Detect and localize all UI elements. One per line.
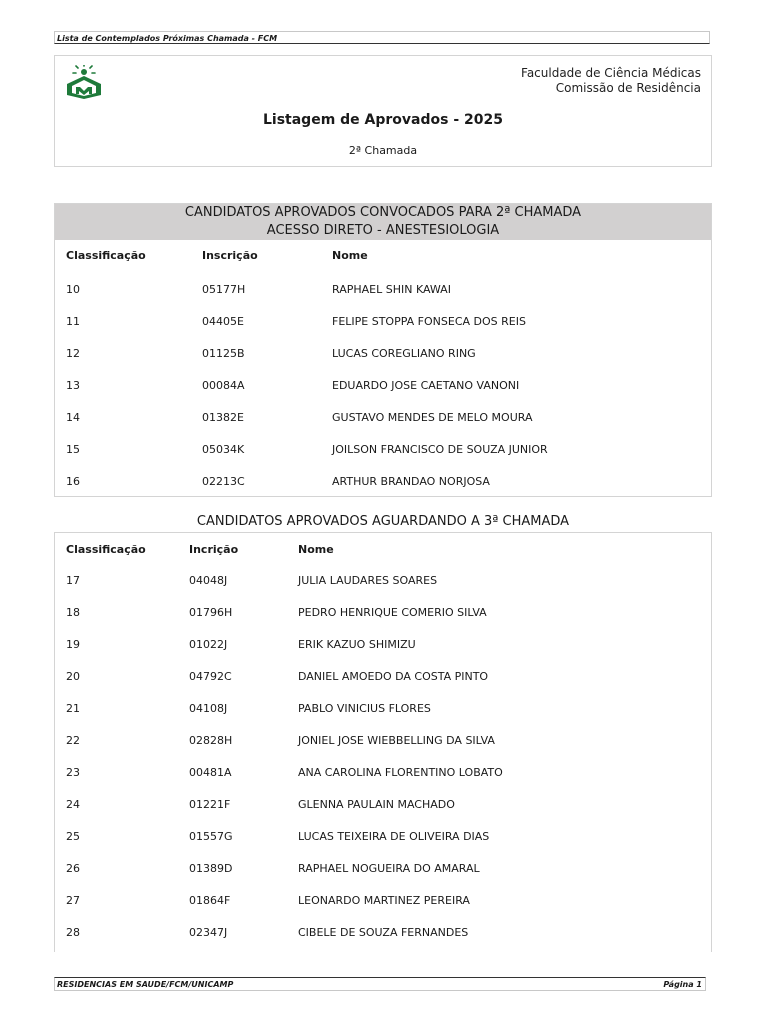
section-aguardando bbox=[54, 532, 712, 952]
classification-cell: 22 bbox=[66, 734, 80, 747]
name-cell: CIBELE DE SOUZA FERNANDES bbox=[298, 926, 469, 939]
column-header: Classificação bbox=[66, 249, 146, 262]
name-cell: RAPHAEL NOGUEIRA DO AMARAL bbox=[298, 862, 480, 875]
table-row bbox=[55, 282, 711, 314]
name-cell: FELIPE STOPPA FONSECA DOS REIS bbox=[332, 315, 526, 328]
classification-cell: 28 bbox=[66, 926, 80, 939]
table-row bbox=[55, 797, 711, 829]
column-header: Inscrição bbox=[202, 249, 258, 262]
registration-cell: 02213C bbox=[202, 475, 245, 488]
classification-cell: 18 bbox=[66, 606, 80, 619]
classification-cell: 15 bbox=[66, 443, 80, 456]
table-header-row bbox=[55, 533, 711, 573]
table-row bbox=[55, 314, 711, 346]
name-cell: RAPHAEL SHIN KAWAI bbox=[332, 283, 451, 296]
document-top-bar bbox=[54, 31, 710, 44]
table-row bbox=[55, 701, 711, 733]
name-cell: JONIEL JOSE WIEBBELLING DA SILVA bbox=[298, 734, 495, 747]
registration-cell: 04108J bbox=[189, 702, 228, 715]
document-top-bar-text: Lista de Contemplados Próximas Chamada - FCM bbox=[57, 34, 278, 43]
classification-cell: 27 bbox=[66, 894, 80, 907]
name-cell: LEONARDO MARTINEZ PEREIRA bbox=[298, 894, 470, 907]
table-row bbox=[55, 637, 711, 669]
registration-cell: 02828H bbox=[189, 734, 233, 747]
name-cell: PABLO VINICIUS FLORES bbox=[298, 702, 431, 715]
column-header: Nome bbox=[298, 543, 334, 556]
page-number: Página 1 bbox=[663, 980, 702, 989]
name-cell: DANIEL AMOEDO DA COSTA PINTO bbox=[298, 670, 489, 683]
document-title: Listagem de Aprovados - 2025 bbox=[262, 112, 503, 128]
table-row bbox=[55, 765, 711, 797]
registration-cell: 00084A bbox=[202, 379, 245, 392]
registration-cell: 04048J bbox=[189, 574, 228, 587]
institution-name: Faculdade de Ciência Médicas bbox=[521, 66, 701, 80]
name-cell: EDUARDO JOSE CAETANO VANONI bbox=[332, 379, 520, 392]
registration-cell: 04405E bbox=[202, 315, 244, 328]
table-row bbox=[55, 346, 711, 378]
classification-cell: 11 bbox=[66, 315, 80, 328]
registration-cell: 01864F bbox=[189, 894, 231, 907]
registration-cell: 01557G bbox=[189, 830, 233, 843]
name-cell: PEDRO HENRIQUE COMERIO SILVA bbox=[298, 606, 487, 619]
table-row bbox=[55, 573, 711, 605]
document-subtitle: 2ª Chamada bbox=[348, 144, 418, 157]
table-row bbox=[55, 893, 711, 925]
classification-cell: 24 bbox=[66, 798, 80, 811]
classification-cell: 12 bbox=[66, 347, 80, 360]
registration-cell: 01389D bbox=[189, 862, 233, 875]
table-row bbox=[55, 442, 711, 474]
classification-cell: 20 bbox=[66, 670, 80, 683]
registration-cell: 00481A bbox=[189, 766, 232, 779]
section-aguardando-table bbox=[55, 533, 711, 957]
table-row bbox=[55, 410, 711, 442]
column-header: Classificação bbox=[66, 543, 146, 556]
table-header-row bbox=[55, 240, 711, 282]
registration-cell: 02347J bbox=[189, 926, 228, 939]
classification-cell: 25 bbox=[66, 830, 80, 843]
table-row bbox=[55, 669, 711, 701]
name-cell: ARTHUR BRANDAO NORJOSA bbox=[332, 475, 490, 488]
table-row bbox=[55, 378, 711, 410]
registration-cell: 05177H bbox=[202, 283, 246, 296]
registration-cell: 01221F bbox=[189, 798, 231, 811]
table-row bbox=[55, 605, 711, 637]
classification-cell: 19 bbox=[66, 638, 80, 651]
classification-cell: 23 bbox=[66, 766, 80, 779]
registration-cell: 01022J bbox=[189, 638, 228, 651]
registration-cell: 05034K bbox=[202, 443, 245, 456]
table-row bbox=[55, 733, 711, 765]
registration-cell: 01382E bbox=[202, 411, 244, 424]
table-row bbox=[55, 861, 711, 893]
registration-cell: 04792C bbox=[189, 670, 232, 683]
column-header: Nome bbox=[332, 249, 368, 262]
name-cell: LUCAS COREGLIANO RING bbox=[332, 347, 476, 360]
name-cell: JOILSON FRANCISCO DE SOUZA JUNIOR bbox=[332, 443, 548, 456]
institution-block bbox=[521, 66, 701, 96]
table-row bbox=[55, 474, 711, 506]
registration-cell: 01796H bbox=[189, 606, 233, 619]
classification-cell: 10 bbox=[66, 283, 80, 296]
column-header: Incrição bbox=[189, 543, 239, 556]
classification-cell: 21 bbox=[66, 702, 80, 715]
name-cell: JULIA LAUDARES SOARES bbox=[298, 574, 438, 587]
section-convocados-band bbox=[55, 204, 711, 240]
name-cell: ERIK KAZUO SHIMIZU bbox=[298, 638, 416, 651]
section-convocados bbox=[54, 203, 712, 497]
unicamp-logo-icon bbox=[65, 65, 103, 99]
section-convocados-table bbox=[55, 240, 711, 506]
classification-cell: 26 bbox=[66, 862, 80, 875]
classification-cell: 13 bbox=[66, 379, 80, 392]
name-cell: GUSTAVO MENDES DE MELO MOURA bbox=[332, 411, 533, 424]
name-cell: ANA CAROLINA FLORENTINO LOBATO bbox=[298, 766, 503, 779]
commission-name: Comissão de Residência bbox=[555, 81, 701, 95]
document-footer bbox=[54, 977, 706, 991]
table-row bbox=[55, 829, 711, 861]
footer-left-text: RESIDENCIAS EM SAUDE/FCM/UNICAMP bbox=[57, 980, 234, 989]
table-row bbox=[55, 925, 711, 957]
name-cell: GLENNA PAULAIN MACHADO bbox=[298, 798, 455, 811]
classification-cell: 17 bbox=[66, 574, 80, 587]
section-convocados-title: CANDIDATOS APROVADOS CONVOCADOS PARA 2ª CHAMADA bbox=[184, 205, 582, 220]
classification-cell: 16 bbox=[66, 475, 80, 488]
registration-cell: 01125B bbox=[202, 347, 245, 360]
classification-cell: 14 bbox=[66, 411, 80, 424]
section-convocados-subtitle: ACESSO DIRETO - ANESTESIOLOGIA bbox=[266, 223, 500, 238]
document-header bbox=[54, 55, 712, 167]
name-cell: LUCAS TEIXEIRA DE OLIVEIRA DIAS bbox=[298, 830, 490, 843]
section-aguardando-title: CANDIDATOS APROVADOS AGUARDANDO A 3ª CHAMADA bbox=[196, 514, 570, 529]
